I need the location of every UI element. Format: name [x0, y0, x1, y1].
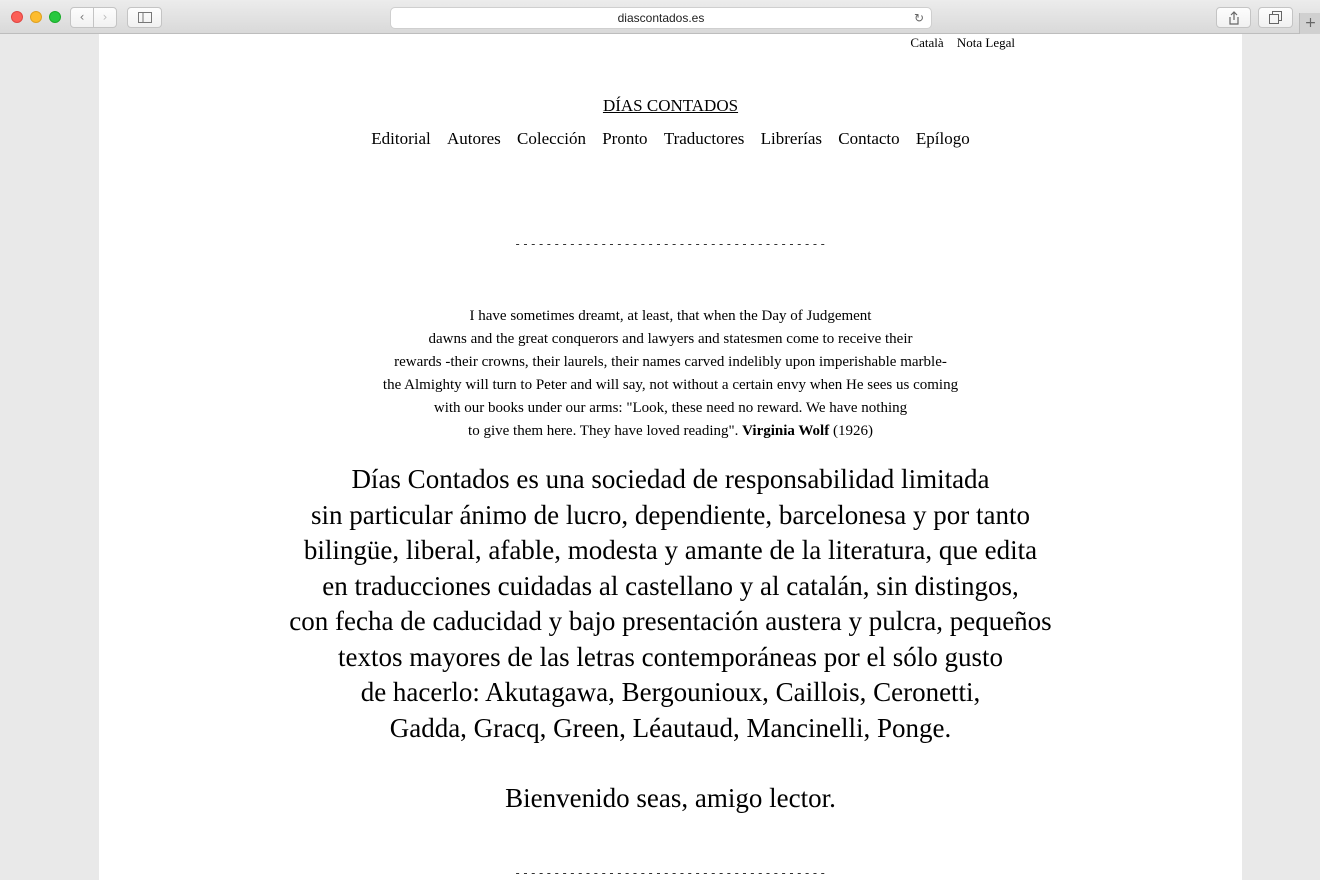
forward-button[interactable] [93, 7, 117, 28]
web-page [99, 34, 1242, 880]
nav-item-epilogo[interactable]: Epílogo [915, 129, 970, 148]
chevron-right-icon: › [102, 10, 108, 24]
intro-line: textos mayores de las letras contemporáneas por el sólo gusto [337, 641, 1004, 672]
intro-line: Días Contados es una sociedad de responsabilidad limitada [351, 464, 990, 494]
quote-line: rewards -their crowns, their laurels, their names carved indelibly upon imperishable marble- [394, 354, 947, 370]
share-button[interactable] [1216, 7, 1251, 28]
reload-icon[interactable]: ↻ [913, 11, 924, 25]
quote-last-line [99, 420, 1242, 443]
quote [99, 305, 1242, 443]
divider-top: ---------------------------------------- [514, 237, 827, 251]
new-tab-button[interactable] [1299, 13, 1320, 34]
browser-toolbar [0, 0, 1320, 34]
intro-line: Gadda, Gracq, Green, Léautaud, Mancinelli, Ponge. [389, 712, 952, 743]
top-links [900, 35, 1015, 51]
intro-line: de hacerlo: Akutagawa, Bergounioux, Caillois, Ceronetti, [360, 677, 981, 707]
legal-notice-link[interactable]: Nota Legal [956, 35, 1015, 50]
intro-text [99, 462, 1242, 746]
quote-line: with our books under our arms: "Look, these need no reward. We have nothing [433, 400, 908, 416]
intro-line: en traducciones cuidadas al castellano y al catalán, sin distingos, [322, 570, 1019, 601]
language-link[interactable]: Català [910, 35, 944, 50]
chevron-left-icon: ‹ [79, 10, 85, 24]
address-bar[interactable] [390, 7, 932, 29]
intro-line: sin particular ánimo de lucro, dependiente, barcelonesa y por tanto [311, 499, 1030, 530]
nav-item-editorial[interactable]: Editorial [371, 129, 431, 148]
plus-icon: + [1304, 15, 1317, 31]
quote-line: the Almighty will turn to Peter and will say, not without a certain envy when He sees us coming [382, 377, 959, 393]
nav-item-autores[interactable]: Autores [446, 129, 501, 148]
site-title[interactable]: DÍAS CONTADOS [602, 96, 739, 115]
share-icon [1228, 11, 1240, 25]
divider-bottom: ---------------------------------------- [514, 866, 827, 880]
sidebar-icon [138, 12, 152, 23]
url-text: diascontados.es [617, 11, 705, 25]
tabs-button[interactable] [1258, 7, 1293, 28]
nav-item-pronto[interactable]: Pronto [602, 129, 648, 148]
back-button[interactable] [70, 7, 94, 28]
nav-item-contacto[interactable]: Contacto [838, 129, 900, 148]
quote-line: to give them here. They have loved reading". [468, 423, 739, 439]
welcome-message: Bienvenido seas, amigo lector. [505, 783, 836, 813]
intro-line: con fecha de caducidad y bajo presentación austera y pulcra, pequeños [289, 606, 1052, 636]
minimize-window-button[interactable] [30, 11, 42, 23]
intro-line: bilingüe, liberal, afable, modesta y amante de la literatura, que edita [303, 535, 1038, 565]
close-window-button[interactable] [11, 11, 23, 23]
quote-line: I have sometimes dreamt, at least, that when the Day of Judgement [469, 308, 872, 324]
quote-year: (1926) [832, 423, 873, 439]
quote-author: Virginia Wolf [742, 423, 830, 439]
quote-line: dawns and the great conquerors and lawyers and statesmen come to receive their [428, 331, 913, 347]
tabs-icon [1269, 11, 1282, 24]
maximize-window-button[interactable] [49, 11, 61, 23]
nav-item-traductores[interactable]: Traductores [663, 129, 745, 148]
nav-item-librerias[interactable]: Librerías [760, 129, 823, 148]
main-nav [99, 129, 1242, 149]
sidebar-button[interactable] [127, 7, 162, 28]
nav-item-coleccion[interactable]: Colección [517, 129, 586, 148]
